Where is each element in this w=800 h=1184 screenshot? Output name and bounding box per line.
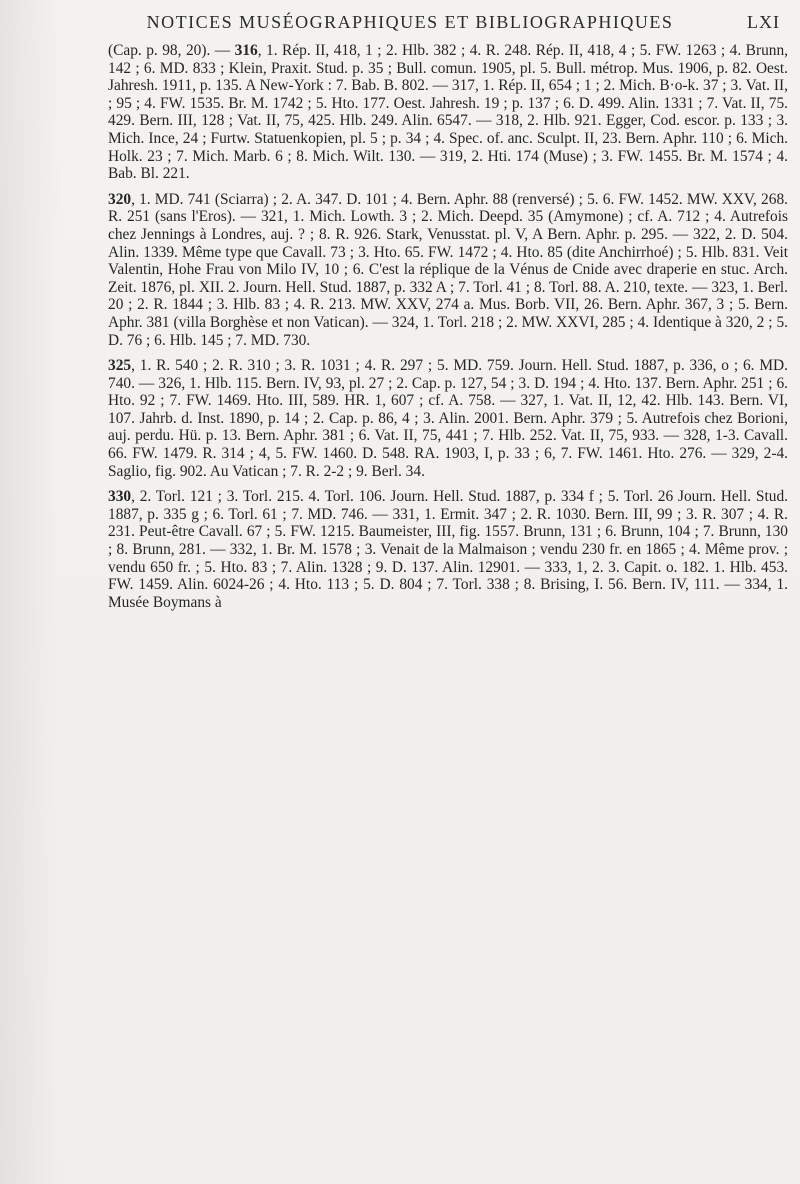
notes-body [108, 42, 788, 619]
running-header-title: NOTICES MUSÉOGRAPHIQUES ET BIBLIOGRAPHIQUES [146, 12, 674, 32]
paragraph-320 [108, 191, 788, 349]
paragraph-text: , 1. Rép. II, 418, 1 ; 2. Hlb. 382 ; 4. R. 248. Rép. II, 418, 4 ; 5. FW. 1263 ; 4. Brunn, 142 ; 6. MD. 833 ; Klein, Praxit. Stud. p. 35 ; Bull. comun. 1905, pl. 5. Bull. métrop. Mus. 1906, p. 82. Oest. Jahresh. 1911, p. 135. A New-York : 7. Bab. B. 802. — 317, 1. Rép. II, 654 ; 1 ; 2. Mich. B·o-k. 37 ; 3. Vat. II, ; 95 ; 4. FW. 1535. Br. M. 1742 ; 5. Hto. 177. Oest. Jahresh. 19 ; p. 137 ; 6. D. 499. Alin. 1331 ; 7. Vat. II, 75. 429. Bern. III, 128 ; Vat. II, 75, 425. Hlb. 249. Alin. 6547. — 318, 2. Hlb. 921. Egger, Cod. escor. p. 133 ; 3. Mich. Ince, 24 ; Furtw. Statuenkopien, pl. 5 ; p. 34 ; 4. Spec. of. anc. Sculpt. II, 23. Bern. Aphr. 110 ; 6. Mich. Holk. 23 ; 7. Mich. Marb. 6 ; 8. Mich. Wilt. 130. — 319, 2. Hti. 174 (Muse) ; 3. FW. 1455. Br. M. 1574 ; 4. Bab. Bl. 221. [108, 42, 789, 183]
page-gutter-shadow [0, 0, 60, 1184]
paragraph-325 [108, 357, 788, 480]
entry-number: 316 [234, 42, 258, 59]
running-header [100, 6, 780, 34]
paragraph-text: , 1. R. 540 ; 2. R. 310 ; 3. R. 1031 ; 4. R. 297 ; 5. MD. 759. Journ. Hell. Stud. 1887, p. 336, o ; 6. MD. 740. — 326, 1. Hlb. 115. Bern. IV, 93, pl. 27 ; 2. Cap. p. 127, 54 ; 3. D. 194 ; 4. Hto. 137. Bern. Aphr. 251 ; 6. Hto. 92 ; 7. FW. 1469. Hto. III, 589. HR. 1, 607 ; cf. A. 758. — 327, 1. Vat. II, 12, 42. Hlb. 143. Bern. VI, 107. Jahrb. d. Inst. 1890, p. 14 ; 2. Cap. p. 86, 4 ; 3. Alin. 2001. Bern. Aphr. 379 ; 5. Autrefois chez Borioni, auj. perdu. Hü. p. 13. Bern. Aphr. 381 ; 6. Vat. II, 75, 441 ; 7. Hlb. 252. Vat. II, 75, 933. — 328, 1-3. Cavall. 66. FW. 1479. R. 314 ; 4, 5. FW. 1460. D. 548. RA. 1903, I, p. 33 ; 6, 7. FW. 1461. Hto. 276. — 329, 2-4. Saglio, fig. 902. Au Vatican ; 7. R. 2-2 ; 9. Berl. 34. [108, 357, 788, 480]
page-number: LXI [747, 12, 780, 32]
paragraph-330 [108, 488, 788, 611]
paragraph-text: , 2. Torl. 121 ; 3. Torl. 215. 4. Torl. 106. Journ. Hell. Stud. 1887, p. 334 f ; 5. Torl. 26 Journ. Hell. Stud. 1887, p. 335 g ; 6. Torl. 61 ; 7. MD. 746. — 331, 1. Ermit. 347 ; 2. R. 1030. Bern. III, 99 ; 3. R. 307 ; 4. R. 231. Peut-être Cavall. 67 ; 5. FW. 1215. Baumeister, III, fig. 1557. Brunn, 131 ; 6. Brunn, 104 ; 7. Brunn, 130 ; 8. Brunn, 281. — 332, 1. Br. M. 1578 ; 3. Venait de la Malmaison ; vendu 230 fr. en 1865 ; 4. Même prov. ; vendu 650 fr. ; 5. Hto. 83 ; 7. Alin. 1328 ; 9. D. 137. Alin. 12901. — 333, 1, 2. 3. Capit. o. 182. 1. Hlb. 453. FW. 1459. Alin. 6024-26 ; 4. Hto. 113 ; 5. D. 804 ; 7. Torl. 338 ; 8. Brising, I. 56. Bern. IV, 111. — 334, 1. Musée Boymans à [108, 488, 788, 611]
entry-number: 330 [108, 488, 132, 506]
paragraph-316 [108, 42, 788, 183]
paragraph-text: , 1. MD. 741 (Sciarra) ; 2. A. 347. D. 101 ; 4. Bern. Aphr. 88 (renversé) ; 5. 6. FW. 1452. MW. XXV, 268. R. 251 (sans l'Eros). — 321, 1. Mich. Lowth. 3 ; 2. Mich. Deepd. 35 (Amymone) ; cf. A. 712 ; 4. Autrefois chez Jennings à Londres, auj. ? ; 8. R. 926. Stark, Venusstat. pl. V, A Bern. Aphr. p. 295. — 322, 2. D. 504. Alin. 1339. Même type que Cavall. 73 ; 3. Hto. 65. FW. 1472 ; 4. Hto. 85 (dite Anchirrhoé) ; 5. Hlb. 831. Veit Valentin, Hohe Frau von Milo IV, 10 ; 6. C'est la réplique de la Vénus de Cnide avec draperie en stuc. Arch. Zeit. 1876, pl. XII. 2. Journ. Hell. Stud. 1887, p. 332 A ; 7. Torl. 41 ; 8. Torl. 88. A. 210, texte. — 323, 1. Berl. 20 ; 2. R. 1844 ; 3. Hlb. 83 ; 4. R. 213. MW. XXV, 274 a. Mus. Borb. VII, 26. Bern. Aphr. 367, 3 ; 5. Bern. Aphr. 381 (villa Borghèse et non Vatican). — 324, 1. Torl. 218 ; 2. MW. XXVI, 285 ; 4. Identique à 320, 2 ; 5. D. 76 ; 6. Hlb. 145 ; 7. MD. 730. [108, 190, 788, 349]
entry-number: 320 [108, 190, 132, 208]
entry-number: 325 [108, 357, 132, 375]
paragraph-lead: (Cap. p. 98, 20). — [108, 42, 235, 59]
